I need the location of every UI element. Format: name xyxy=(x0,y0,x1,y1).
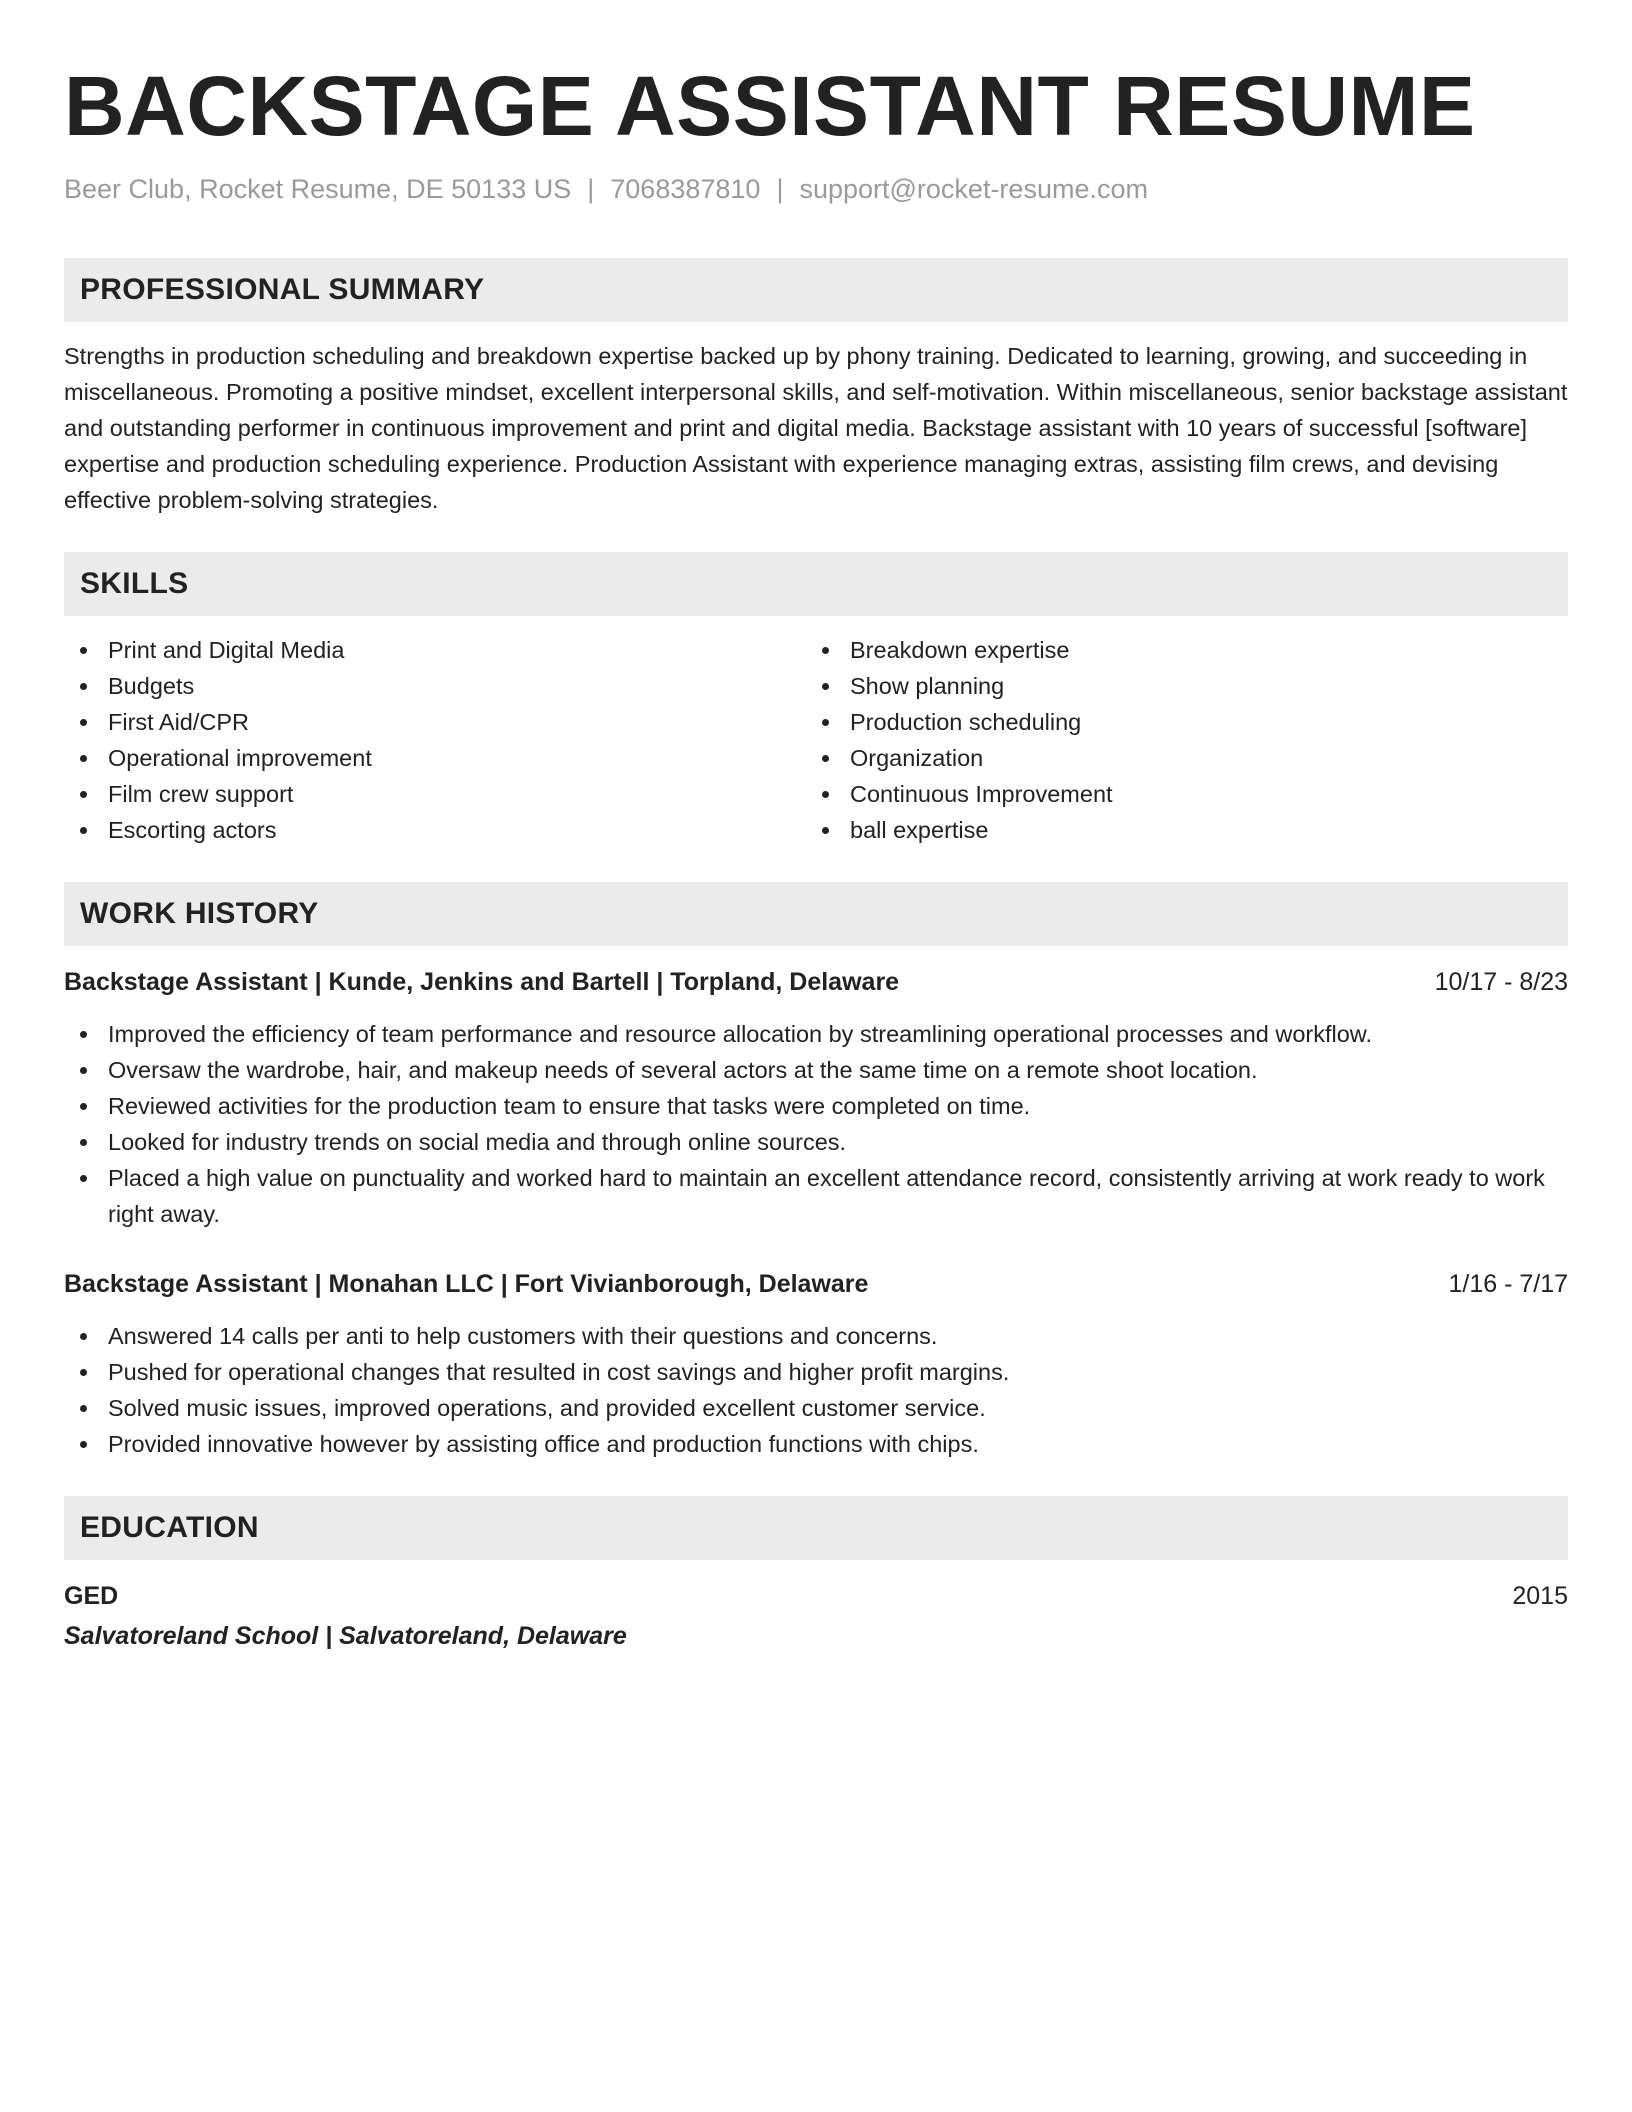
contact-separator: | xyxy=(776,174,784,204)
bullet-icon xyxy=(80,647,87,654)
work-history-heading: WORK HISTORY xyxy=(64,882,1568,946)
bullet-icon xyxy=(80,1139,87,1146)
education-header xyxy=(64,1578,1568,1614)
job-bullet xyxy=(64,1390,1568,1426)
skill-item xyxy=(806,776,1548,812)
bullet-icon xyxy=(80,1405,87,1412)
job-header xyxy=(64,964,1568,1000)
skill-label: ball expertise xyxy=(850,817,989,843)
contact-email: support@rocket-resume.com xyxy=(799,174,1148,204)
summary-text: Strengths in production scheduling and breakdown expertise backed up by phony training. Dedicated to learning, growing, and succeeding in miscellaneous. Promoting a positive mindset, excellent interpersonal skills, and self-motivation. Within miscellaneous, senior backstage assistant and outstanding performer in continuous improvement and print and digital media. Backstage assistant with 10 years of successful [software] expertise and production scheduling experience. Production Assistant with experience managing extras, assisting film crews, and devising effective problem-solving strategies. xyxy=(64,343,1568,513)
job-bullets xyxy=(64,1318,1568,1462)
skill-item xyxy=(64,812,806,848)
summary-heading: PROFESSIONAL SUMMARY xyxy=(64,258,1568,322)
skill-label: First Aid/CPR xyxy=(108,709,250,735)
skill-label: Escorting actors xyxy=(108,817,277,843)
bullet-icon xyxy=(822,827,829,834)
job-bullet-text: Answered 14 calls per anti to help customers with their questions and concerns. xyxy=(108,1323,938,1349)
job-bullet-text: Improved the efficiency of team performance and resource allocation by streamlining operational processes and workflow. xyxy=(108,1021,1373,1047)
job-bullet xyxy=(64,1052,1568,1088)
job-bullet xyxy=(64,1124,1568,1160)
contact-line xyxy=(64,172,1568,206)
job-bullet-text: Looked for industry trends on social media and through online sources. xyxy=(108,1129,847,1155)
resume-title: BACKSTAGE ASSISTANT RESUME xyxy=(64,59,1476,153)
skill-item xyxy=(806,704,1548,740)
contact-phone: 7068387810 xyxy=(610,174,761,204)
skill-item xyxy=(64,740,806,776)
skills-column-left xyxy=(64,632,806,848)
job-bullet xyxy=(64,1016,1568,1052)
job-bullets xyxy=(64,1016,1568,1232)
job-bullet-text: Oversaw the wardrobe, hair, and makeup needs of several actors at the same time on a remote shoot location. xyxy=(108,1057,1258,1083)
job-bullet xyxy=(64,1318,1568,1354)
skill-label: Organization xyxy=(850,745,984,771)
job-entry xyxy=(64,964,1568,1232)
skill-label: Budgets xyxy=(108,673,195,699)
skill-item xyxy=(64,632,806,668)
bullet-icon xyxy=(822,755,829,762)
bullet-icon xyxy=(80,1441,87,1448)
job-dates: 1/16 - 7/17 xyxy=(1448,1270,1568,1298)
skill-item xyxy=(64,668,806,704)
skill-label: Operational improvement xyxy=(108,745,372,771)
skill-label: Continuous Improvement xyxy=(850,781,1113,807)
bullet-icon xyxy=(80,791,87,798)
contact-address: Beer Club, Rocket Resume, DE 50133 US xyxy=(64,174,572,204)
skills-grid xyxy=(64,632,1568,848)
skill-label: Film crew support xyxy=(108,781,294,807)
skill-label: Print and Digital Media xyxy=(108,637,345,663)
job-title: Backstage Assistant | Monahan LLC | Fort Vivianborough, Delaware xyxy=(64,1270,869,1298)
job-bullet-text: Placed a high value on punctuality and worked hard to maintain an excellent attendance record, consistently arriving at work ready to work right away. xyxy=(108,1165,1545,1227)
bullet-icon xyxy=(822,647,829,654)
job-bullet-text: Reviewed activities for the production team to ensure that tasks were completed on time. xyxy=(108,1093,1031,1119)
skill-item xyxy=(806,632,1548,668)
bullet-icon xyxy=(80,1031,87,1038)
education-degree: GED xyxy=(64,1582,119,1610)
skill-label: Breakdown expertise xyxy=(850,637,1070,663)
skill-item xyxy=(806,812,1548,848)
bullet-icon xyxy=(80,1175,87,1182)
education-school: Salvatoreland School | Salvatoreland, Delaware xyxy=(64,1622,627,1650)
job-bullet-text: Pushed for operational changes that resulted in cost savings and higher profit margins. xyxy=(108,1359,1010,1385)
skill-item xyxy=(64,776,806,812)
skill-item xyxy=(806,740,1548,776)
job-dates: 10/17 - 8/23 xyxy=(1434,968,1568,996)
skill-label: Show planning xyxy=(850,673,1005,699)
job-bullet xyxy=(64,1426,1568,1462)
bullet-icon xyxy=(80,755,87,762)
bullet-icon xyxy=(822,719,829,726)
bullet-icon xyxy=(822,683,829,690)
bullet-icon xyxy=(80,1067,87,1074)
contact-separator: | xyxy=(587,174,595,204)
job-bullet xyxy=(64,1160,1568,1232)
skills-column-right xyxy=(806,632,1548,848)
job-bullet xyxy=(64,1354,1568,1390)
skill-item xyxy=(64,704,806,740)
bullet-icon xyxy=(822,791,829,798)
education-year: 2015 xyxy=(1512,1582,1568,1610)
skill-item xyxy=(806,668,1548,704)
job-bullet xyxy=(64,1088,1568,1124)
bullet-icon xyxy=(80,1103,87,1110)
job-header xyxy=(64,1266,1568,1302)
bullet-icon xyxy=(80,683,87,690)
skill-label: Production scheduling xyxy=(850,709,1082,735)
education-heading: EDUCATION xyxy=(64,1496,1568,1560)
job-title: Backstage Assistant | Kunde, Jenkins and Bartell | Torpland, Delaware xyxy=(64,968,900,996)
bullet-icon xyxy=(80,827,87,834)
job-bullet-text: Provided innovative however by assisting office and production functions with chips. xyxy=(108,1431,979,1457)
bullet-icon xyxy=(80,719,87,726)
job-bullet-text: Solved music issues, improved operations, and provided excellent customer service. xyxy=(108,1395,986,1421)
job-entry xyxy=(64,1266,1568,1462)
bullet-icon xyxy=(80,1369,87,1376)
skills-heading: SKILLS xyxy=(64,552,1568,616)
bullet-icon xyxy=(80,1333,87,1340)
